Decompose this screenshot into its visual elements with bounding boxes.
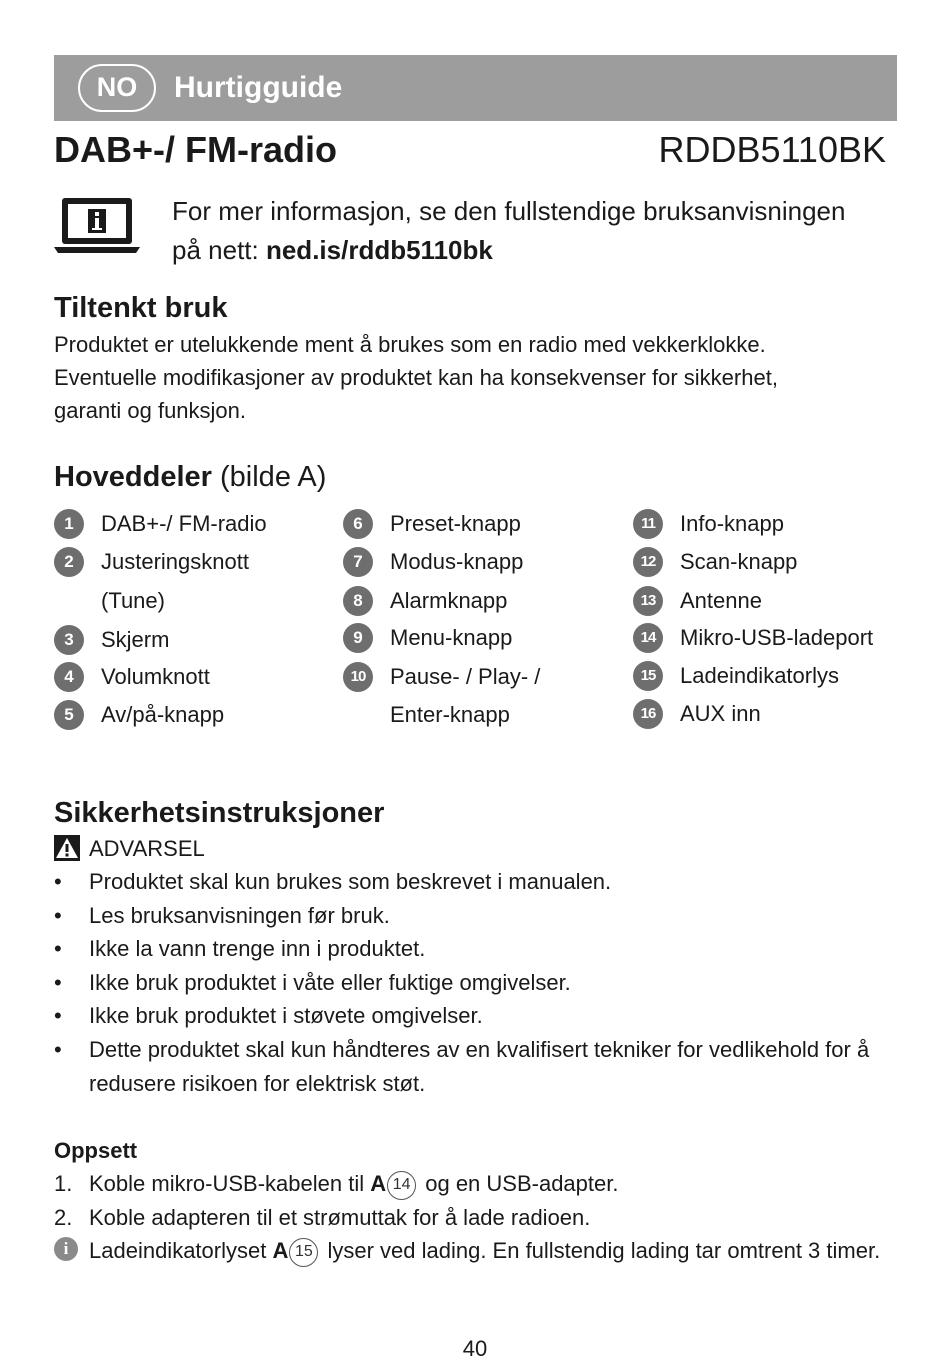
step-text-post: og en USB-adapter. xyxy=(419,1171,619,1196)
bullet-dot: • xyxy=(54,902,62,928)
bullet-dot: • xyxy=(54,869,62,894)
part-number-badge: 8 xyxy=(343,586,373,616)
bullet-dot: • xyxy=(54,969,62,995)
part-label-line2: (Tune) xyxy=(101,588,165,613)
part-label: Info-knapp xyxy=(680,511,784,536)
info-line-2 xyxy=(172,231,845,270)
part-label: AUX inn xyxy=(680,701,761,726)
safety-bullet-text: Dette produktet skal kun håndteres av en kvalifisert tekniker for vedlikehold for å redusere risikoen for elektrisk støt. xyxy=(89,1036,870,1096)
part-number-badge: 4 xyxy=(54,662,84,692)
part-label: Scan-knapp xyxy=(680,549,798,574)
part-label: Menu-knapp xyxy=(390,625,513,650)
safety-bullet-text: Ikke bruk produktet i våte eller fuktige omgivelser. xyxy=(89,969,571,995)
safety-bullet xyxy=(54,1033,904,1100)
part-number-badge: 9 xyxy=(343,623,373,653)
language-badge: NO xyxy=(78,64,156,112)
figure-ref-letter: A xyxy=(370,1171,387,1196)
step-text: Koble adapteren til et strømuttak for å lade radioen. xyxy=(89,1204,591,1230)
note-text: Ladeindikatorlyset xyxy=(89,1238,273,1264)
part-number-badge: 14 xyxy=(633,623,663,653)
part-number-badge: 3 xyxy=(54,625,84,655)
safety-heading: Sikkerhetsinstruksjoner xyxy=(54,797,385,829)
safety-bullet xyxy=(54,999,904,1033)
parts-heading xyxy=(54,459,326,495)
part-number-badge: 6 xyxy=(343,509,373,539)
part-label: Av/på-knapp xyxy=(101,702,225,727)
part-label: Justeringsknott xyxy=(101,549,249,574)
setup-note xyxy=(54,1234,904,1268)
step-marker: 2. xyxy=(54,1204,73,1230)
part-label: Modus-knapp xyxy=(390,549,524,574)
safety-bullet xyxy=(54,899,904,933)
header-banner xyxy=(54,55,897,121)
part-number-badge: 15 xyxy=(633,661,663,691)
part-label: Mikro-USB-ladeport xyxy=(680,625,874,650)
step-text: Koble mikro-USB-kabelen til xyxy=(89,1171,371,1196)
part-label: Antenne xyxy=(680,588,762,613)
part-label: Preset-knapp xyxy=(390,511,521,536)
info-note-icon: i xyxy=(54,1237,78,1261)
intended-use-line: garanti og funksjon. xyxy=(54,398,247,423)
page-number: 40 xyxy=(462,1336,488,1361)
setup-heading: Oppsett xyxy=(54,1138,138,1163)
product-name: DAB+-/ FM-radio xyxy=(54,129,337,170)
intended-use-line: Produktet er utelukkende ment å brukes som en radio med vekkerklokke. xyxy=(54,332,766,357)
part-ref-badge: 14 xyxy=(387,1171,416,1200)
step-marker: 1. xyxy=(54,1171,73,1196)
setup-step xyxy=(54,1167,904,1201)
part-label: Volumknott xyxy=(101,664,210,689)
figure-ref-letter: A xyxy=(272,1238,289,1264)
setup-steps xyxy=(54,1167,904,1268)
info-line-1: For mer informasjon, se den fullstendige bruksanvisningen xyxy=(172,196,846,226)
part-number-badge: 10 xyxy=(343,662,373,692)
intended-use-heading: Tiltenkt bruk xyxy=(54,292,228,324)
part-number-badge: 16 xyxy=(633,699,663,729)
product-code: RDDB5110BK xyxy=(658,129,886,170)
part-label: Pause- / Play- / xyxy=(390,664,541,689)
bullet-dot: • xyxy=(54,936,62,962)
part-number-badge: 2 xyxy=(54,547,84,577)
warning-label: ADVARSEL xyxy=(89,836,205,861)
part-number-badge: 11 xyxy=(633,509,663,539)
safety-bullet xyxy=(54,932,904,966)
safety-bullet-text: Ikke la vann trenge inn i produktet. xyxy=(89,936,426,962)
part-ref-badge: 15 xyxy=(289,1238,318,1267)
bullet-dot: • xyxy=(54,1036,62,1062)
parts-heading-suffix: (bilde A) xyxy=(220,461,327,493)
part-number-badge: 13 xyxy=(633,586,663,616)
info-url[interactable]: ned.is/rddb5110bk xyxy=(265,235,493,265)
safety-bullet-text: Ikke bruk produktet i støvete omgivelser. xyxy=(89,1003,483,1029)
safety-bullet-text: Produktet skal kun brukes som beskrevet i manualen. xyxy=(89,869,612,894)
part-number-badge: 7 xyxy=(343,547,373,577)
safety-bullet-list xyxy=(54,865,904,1100)
part-label: Alarmknapp xyxy=(390,588,508,613)
part-label: Ladeindikatorlys xyxy=(680,663,839,688)
part-label: DAB+-/ FM-radio xyxy=(101,511,267,536)
safety-bullet xyxy=(54,865,904,899)
part-label-line2: Enter-knapp xyxy=(390,702,510,727)
bullet-dot: • xyxy=(54,1003,62,1029)
note-text-post: lyser ved lading. En fullstendig lading tar omtrent 3 timer. xyxy=(321,1238,881,1264)
setup-step xyxy=(54,1201,904,1235)
part-label: Skjerm xyxy=(101,627,170,652)
safety-bullet xyxy=(54,966,904,1000)
info-prefix: på nett: xyxy=(172,235,266,265)
part-number-badge: 1 xyxy=(54,509,84,539)
part-number-badge: 5 xyxy=(54,700,84,730)
intended-use-text xyxy=(54,328,778,427)
parts-heading-main: Hoveddeler xyxy=(54,461,212,493)
guide-title: Hurtigguide xyxy=(174,71,343,104)
safety-bullet-text: Les bruksanvisningen før bruk. xyxy=(89,902,390,928)
laptop-info-icon xyxy=(54,195,140,255)
intended-use-line: Eventuelle modifikasjoner av produktet kan ha konsekvenser for sikkerhet, xyxy=(54,365,778,390)
info-text xyxy=(172,192,845,270)
warning-icon xyxy=(54,835,80,861)
part-number-badge: 12 xyxy=(633,547,663,577)
